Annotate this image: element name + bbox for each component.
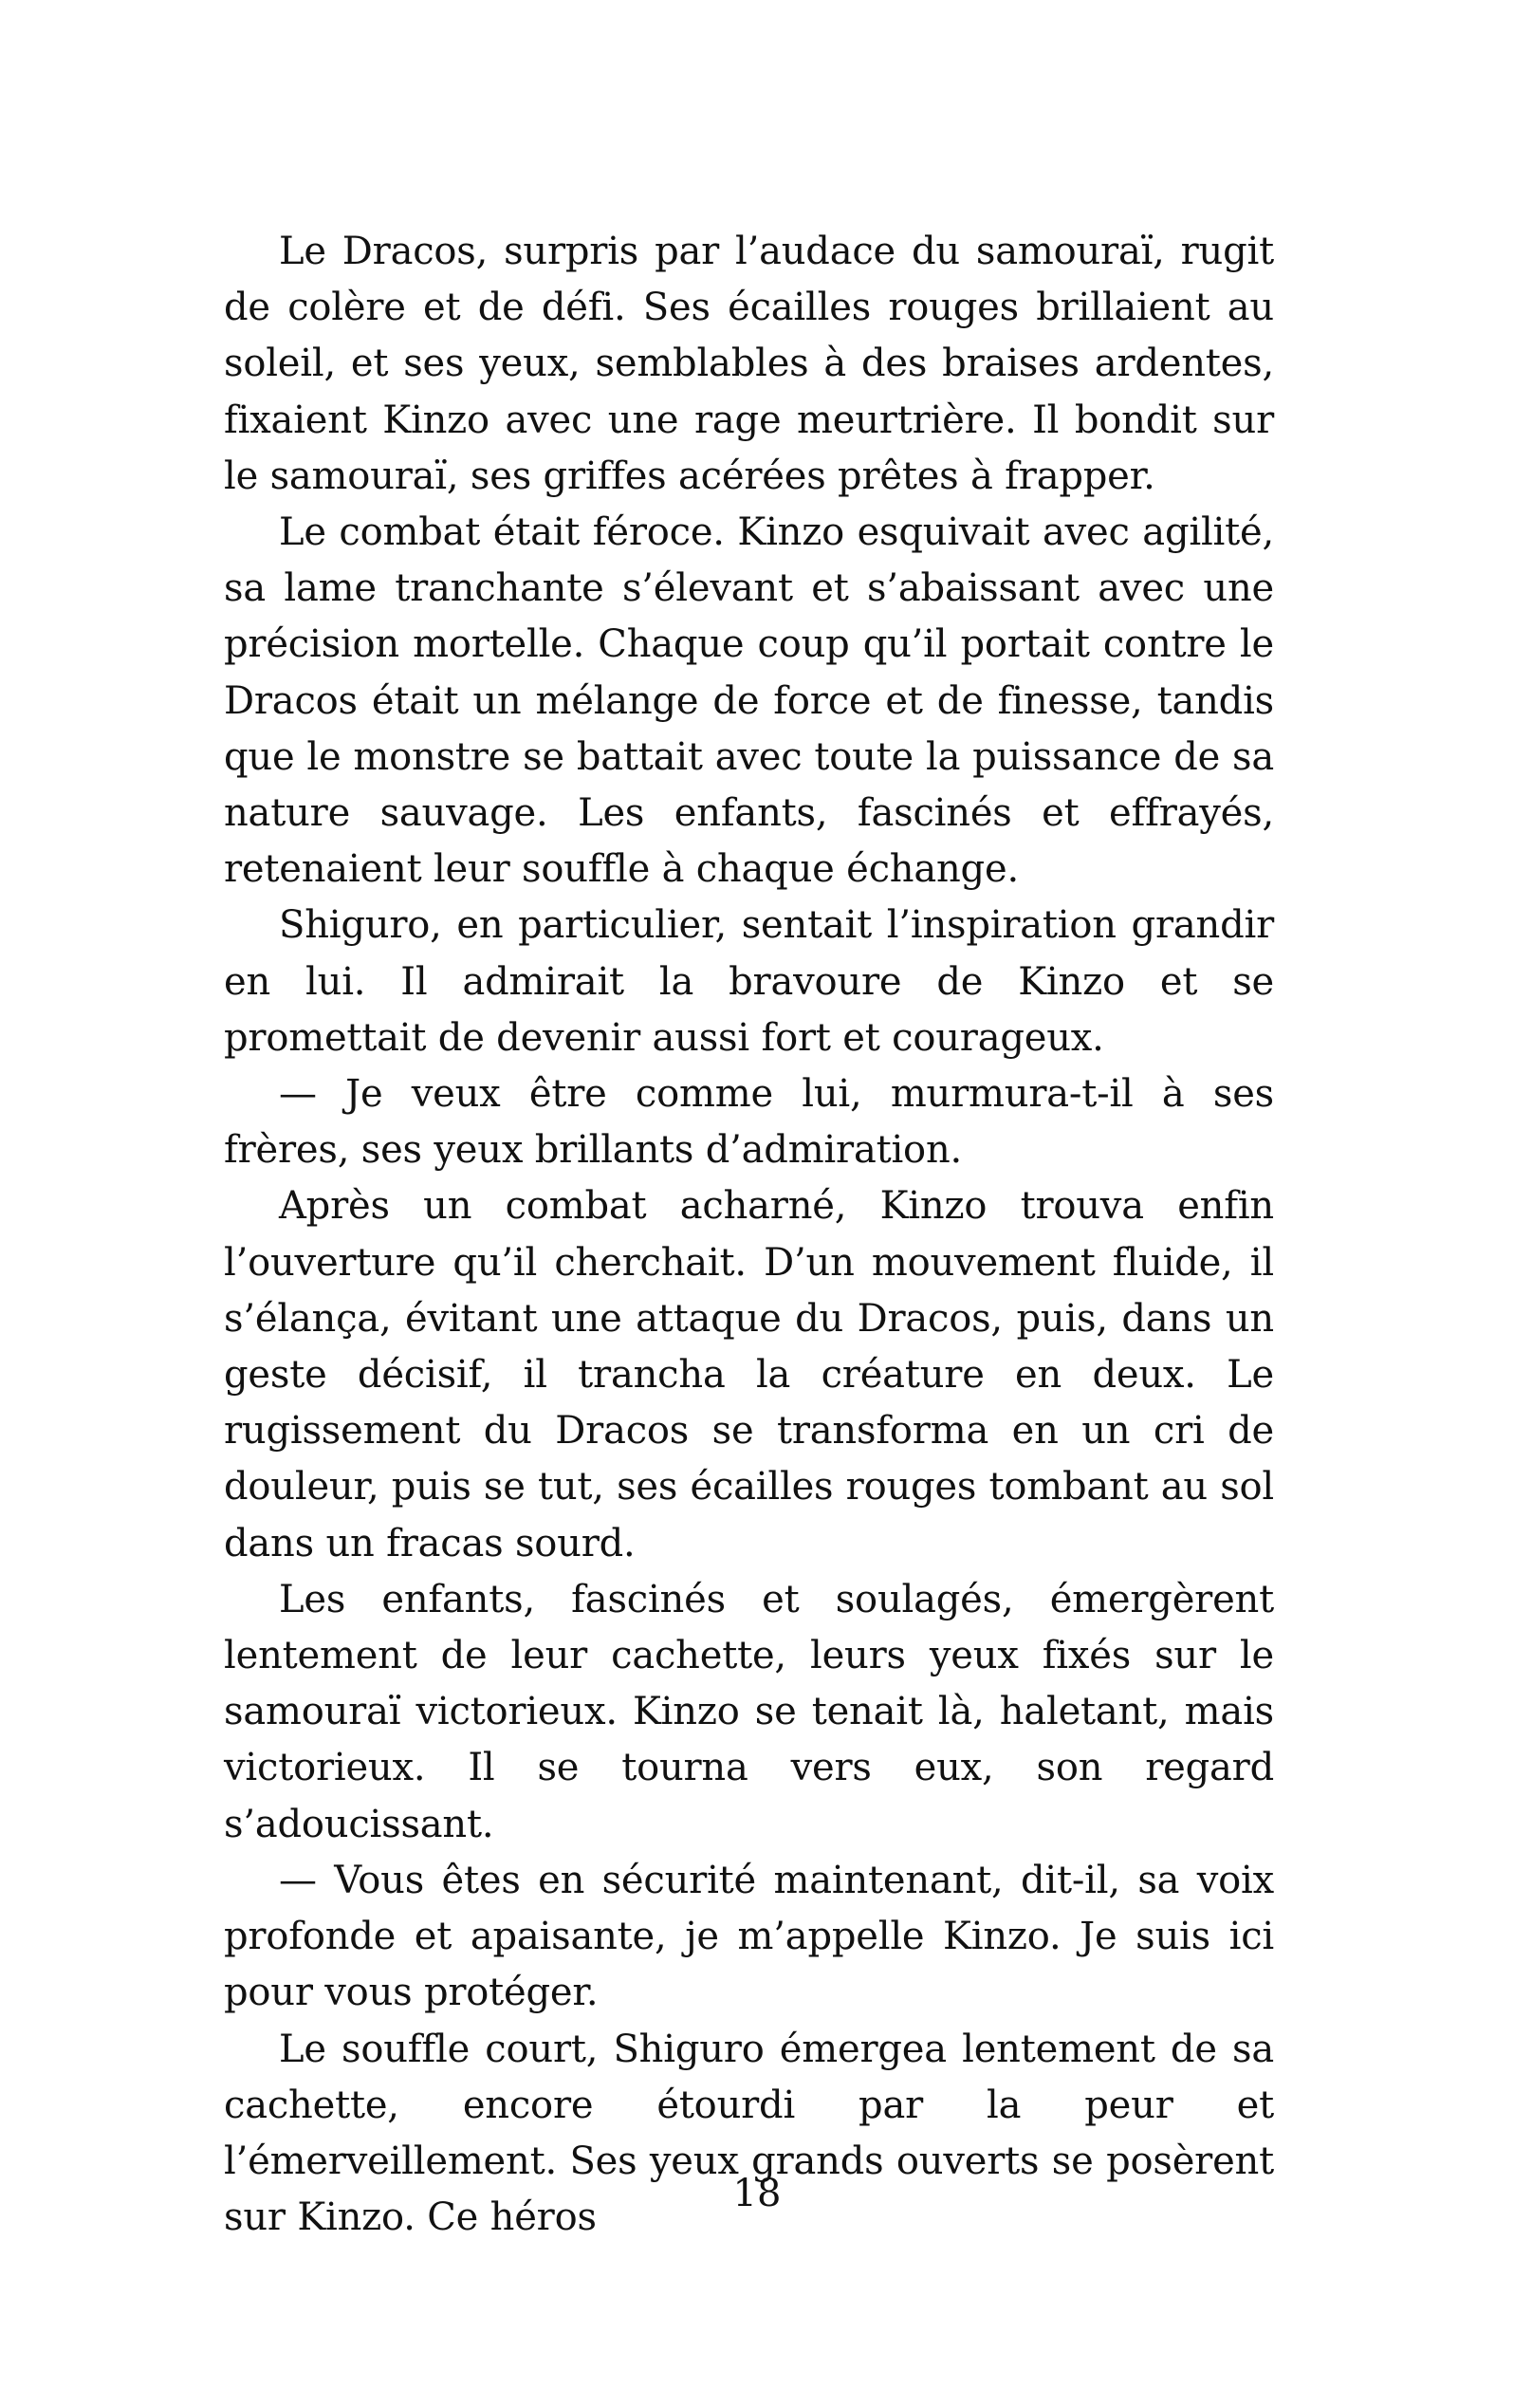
paragraph-5: Après un combat acharné, Kinzo trouva enfin l’ouverture qu’il cherchait. D’un mouvement fluide, il s’élança, évitant une attaque du Dracos, puis, dans un geste décisif, il trancha la créature en deux. Le rugissement du Dracos se transforma en un cri de douleur, puis se tut, ses écailles rouges tombant au sol dans un fracas sourd. (224, 1184, 1274, 1565)
paragraph-2: Le combat était féroce. Kinzo esquivait avec agilité, sa lame tranchante s’élevant et s’abaissant avec une précision mortelle. Chaque coup qu’il portait contre le Dracos était un mélange de force et de finesse, tandis que le monstre se battait avec toute la puissance de sa nature sauvage. Les enfants, fascinés et effrayés, retenaient leur souffle à chaque échange. (224, 510, 1274, 892)
paragraph-4-dialogue: — Je veux être comme lui, murmura-t-il à ses frères, ses yeux brillants d’admiration. (224, 1072, 1274, 1173)
paragraph-7-dialogue: — Vous êtes en sécurité maintenant, dit-il, sa voix profonde et apaisante, je m’appelle Kinzo. Je suis ici pour vous protéger. (224, 1858, 1274, 2015)
paragraph-1: Le Dracos, surpris par l’audace du samouraï, rugit de colère et de défi. Ses écailles rouges brillaient au soleil, et ses yeux, semblables à des braises ardentes, fixaient Kinzo avec une rage meurtrière. Il bondit sur le samouraï, ses griffes acérées prêtes à frapper. (224, 230, 1274, 498)
paragraph-6: Les enfants, fascinés et soulagés, émergèrent lentement de leur cachette, leurs yeux fixés sur le samouraï victorieux. Kinzo se tenait là, haletant, mais victorieux. Il se tourna vers eux, son regard s’adoucissant. (224, 1577, 1274, 1846)
page-number: 18 (732, 2172, 782, 2215)
paragraph-3: Shiguro, en particulier, sentait l’inspiration grandir en lui. Il admirait la bravoure de Kinzo et se promettait de devenir aussi fort et courageux. (224, 903, 1274, 1060)
paragraph-8: Le souffle court, Shiguro émergea lentement de sa cachette, encore étourdi par la peur et l’émerveillement. Ses yeux grands ouverts se posèrent sur Kinzo. Ce héros (224, 2027, 1274, 2240)
body-text (224, 224, 1274, 2246)
